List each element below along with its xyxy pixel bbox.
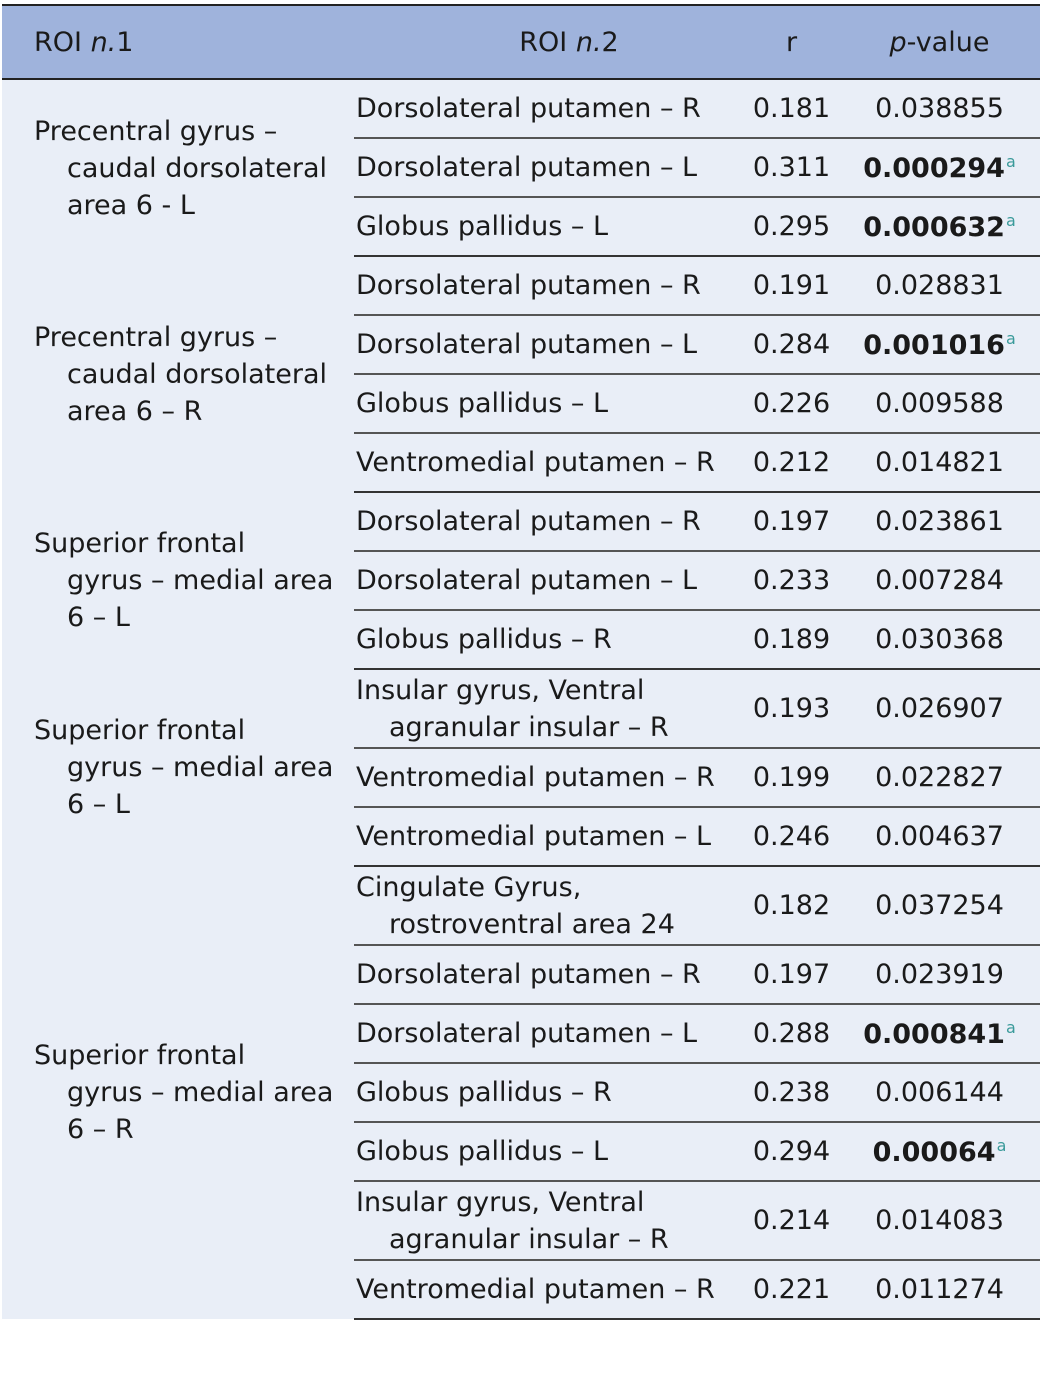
p-value xyxy=(839,315,1040,374)
table-row xyxy=(2,669,1040,748)
p-value xyxy=(839,1181,1040,1260)
roi2-label: Dorsolateral putamen – R xyxy=(356,506,701,537)
p-value-text: 0.023919 xyxy=(875,959,1004,990)
roi2-cell xyxy=(354,748,744,807)
roi2-label: Dorsolateral putamen – R xyxy=(356,93,701,124)
table-row xyxy=(2,256,1040,315)
r-value: 0.214 xyxy=(744,1181,839,1260)
roi1-label-line1: Superior frontal xyxy=(34,1040,246,1071)
p-value-text: 0.014083 xyxy=(875,1205,1004,1236)
roi2-label-rest: agranular insular – R xyxy=(389,711,669,743)
p-value xyxy=(839,1004,1040,1063)
roi1-label-rest: caudal dorsolateral area 6 - L xyxy=(67,152,328,221)
roi2-label: Dorsolateral putamen – R xyxy=(356,959,701,990)
roi2-cell xyxy=(354,492,744,551)
roi2-label: Cingulate Gyrus, xyxy=(356,871,582,903)
p-value xyxy=(839,374,1040,433)
r-value: 0.284 xyxy=(744,315,839,374)
r-value: 0.193 xyxy=(744,669,839,748)
roi2-cell xyxy=(354,1004,744,1063)
roi1-cell xyxy=(2,866,354,1319)
footnote-marker: a xyxy=(1005,1017,1016,1037)
footnote-marker: a xyxy=(996,1135,1007,1155)
header-roi-2: ROI n.2 xyxy=(354,5,744,79)
roi1-cell xyxy=(2,79,354,256)
r-value: 0.311 xyxy=(744,138,839,197)
roi2-label-rest: rostroventral area 24 xyxy=(389,908,675,940)
correlation-table xyxy=(2,4,1040,1320)
roi2-label: Ventromedial putamen – L xyxy=(356,821,712,852)
roi2-cell xyxy=(354,866,744,945)
table-row xyxy=(2,866,1040,945)
roi2-label: Ventromedial putamen – R xyxy=(356,1274,715,1305)
footnote-marker: a xyxy=(1005,210,1016,230)
p-value xyxy=(839,669,1040,748)
roi2-label: Insular gyrus, Ventral xyxy=(356,1186,645,1218)
roi2-cell xyxy=(354,807,744,866)
p-value xyxy=(839,551,1040,610)
r-value: 0.197 xyxy=(744,945,839,1004)
roi1-cell xyxy=(2,492,354,669)
r-value: 0.295 xyxy=(744,197,839,256)
footnote-marker: a xyxy=(1005,328,1016,348)
roi2-cell xyxy=(354,197,744,256)
r-value: 0.199 xyxy=(744,748,839,807)
roi1-label-line1: Superior frontal xyxy=(34,528,246,559)
roi1-label-rest: gyrus – medial area 6 – L xyxy=(67,752,334,820)
r-value: 0.221 xyxy=(744,1260,839,1319)
header-roi-1: ROI n.1 xyxy=(2,5,354,79)
roi2-label: Dorsolateral putamen – L xyxy=(356,565,698,596)
r-value: 0.294 xyxy=(744,1122,839,1181)
p-value-text: 0.007284 xyxy=(875,565,1004,596)
roi2-label: Dorsolateral putamen – R xyxy=(356,270,701,301)
p-value-text: 0.004637 xyxy=(875,821,1004,852)
r-value: 0.288 xyxy=(744,1004,839,1063)
table-header xyxy=(2,5,1040,79)
footnote-marker: a xyxy=(1005,151,1016,171)
roi1-cell xyxy=(2,669,354,866)
r-value: 0.233 xyxy=(744,551,839,610)
r-value: 0.191 xyxy=(744,256,839,315)
roi2-cell xyxy=(354,1181,744,1260)
table-row xyxy=(2,79,1040,138)
p-value xyxy=(839,197,1040,256)
r-value: 0.181 xyxy=(744,79,839,138)
r-value: 0.189 xyxy=(744,610,839,669)
header-r: r xyxy=(744,5,839,79)
roi2-cell xyxy=(354,669,744,748)
roi2-label: Insular gyrus, Ventral xyxy=(356,674,645,706)
p-value xyxy=(839,945,1040,1004)
p-value xyxy=(839,1063,1040,1122)
roi2-label: Dorsolateral putamen – L xyxy=(356,329,698,360)
roi2-cell xyxy=(354,610,744,669)
p-value-text: 0.023861 xyxy=(875,506,1004,537)
p-value xyxy=(839,492,1040,551)
roi2-cell xyxy=(354,1122,744,1181)
roi1-label-line1: Superior frontal xyxy=(34,715,246,746)
table-row xyxy=(2,492,1040,551)
p-value xyxy=(839,138,1040,197)
p-value xyxy=(839,1122,1040,1181)
r-value: 0.182 xyxy=(744,866,839,945)
roi1-label-rest: caudal dorsolateral area 6 – R xyxy=(67,358,328,427)
r-value: 0.238 xyxy=(744,1063,839,1122)
p-value-text: 0.014821 xyxy=(875,447,1004,478)
p-value-text: 0.011274 xyxy=(875,1274,1004,1305)
roi1-label-rest: gyrus – medial area 6 – L xyxy=(67,565,334,633)
r-value: 0.226 xyxy=(744,374,839,433)
roi2-label: Ventromedial putamen – R xyxy=(356,447,715,478)
p-value xyxy=(839,256,1040,315)
p-value-text: 0.022827 xyxy=(875,762,1004,793)
table-body xyxy=(2,79,1040,1319)
roi2-cell xyxy=(354,1063,744,1122)
roi2-cell xyxy=(354,551,744,610)
p-value-text: 0.001016 xyxy=(863,329,1005,361)
r-value: 0.212 xyxy=(744,433,839,492)
p-value-text: 0.006144 xyxy=(875,1077,1004,1108)
roi2-label: Ventromedial putamen – R xyxy=(356,762,715,793)
p-value xyxy=(839,807,1040,866)
roi2-label: Dorsolateral putamen – L xyxy=(356,152,698,183)
roi1-label-line1: Precentral gyrus – xyxy=(34,115,278,147)
p-value xyxy=(839,1260,1040,1319)
roi2-label: Globus pallidus – L xyxy=(356,211,609,242)
p-value xyxy=(839,748,1040,807)
p-value-text: 0.009588 xyxy=(875,388,1004,419)
roi2-label: Globus pallidus – L xyxy=(356,388,609,419)
p-value-text: 0.038855 xyxy=(875,93,1004,124)
p-value-text: 0.000632 xyxy=(863,211,1005,243)
roi2-cell xyxy=(354,256,744,315)
r-value: 0.246 xyxy=(744,807,839,866)
p-value-text: 0.037254 xyxy=(875,890,1004,921)
p-value xyxy=(839,610,1040,669)
roi2-cell xyxy=(354,79,744,138)
p-value-text: 0.000294 xyxy=(863,152,1005,184)
roi2-cell xyxy=(354,1260,744,1319)
p-value xyxy=(839,433,1040,492)
roi2-cell xyxy=(354,433,744,492)
p-value-text: 0.028831 xyxy=(875,270,1004,301)
roi2-cell xyxy=(354,945,744,1004)
p-value-text: 0.030368 xyxy=(875,624,1004,655)
roi2-cell xyxy=(354,138,744,197)
roi2-cell xyxy=(354,315,744,374)
r-value: 0.197 xyxy=(744,492,839,551)
roi1-cell xyxy=(2,256,354,492)
roi2-label: Globus pallidus – R xyxy=(356,624,612,655)
header-p-value: p-value xyxy=(839,5,1040,79)
p-value-text: 0.00064 xyxy=(872,1136,996,1168)
roi1-label-line1: Precentral gyrus – xyxy=(34,321,278,353)
roi1-label-rest: gyrus – medial area 6 – R xyxy=(67,1077,334,1145)
p-value-text: 0.000841 xyxy=(863,1018,1005,1050)
p-value xyxy=(839,866,1040,945)
roi2-label: Dorsolateral putamen – L xyxy=(356,1018,698,1049)
roi2-label-rest: agranular insular – R xyxy=(389,1223,669,1255)
p-value-text: 0.026907 xyxy=(875,693,1004,724)
roi2-label: Globus pallidus – L xyxy=(356,1136,609,1167)
roi2-label: Globus pallidus – R xyxy=(356,1077,612,1108)
roi2-cell xyxy=(354,374,744,433)
p-value xyxy=(839,79,1040,138)
